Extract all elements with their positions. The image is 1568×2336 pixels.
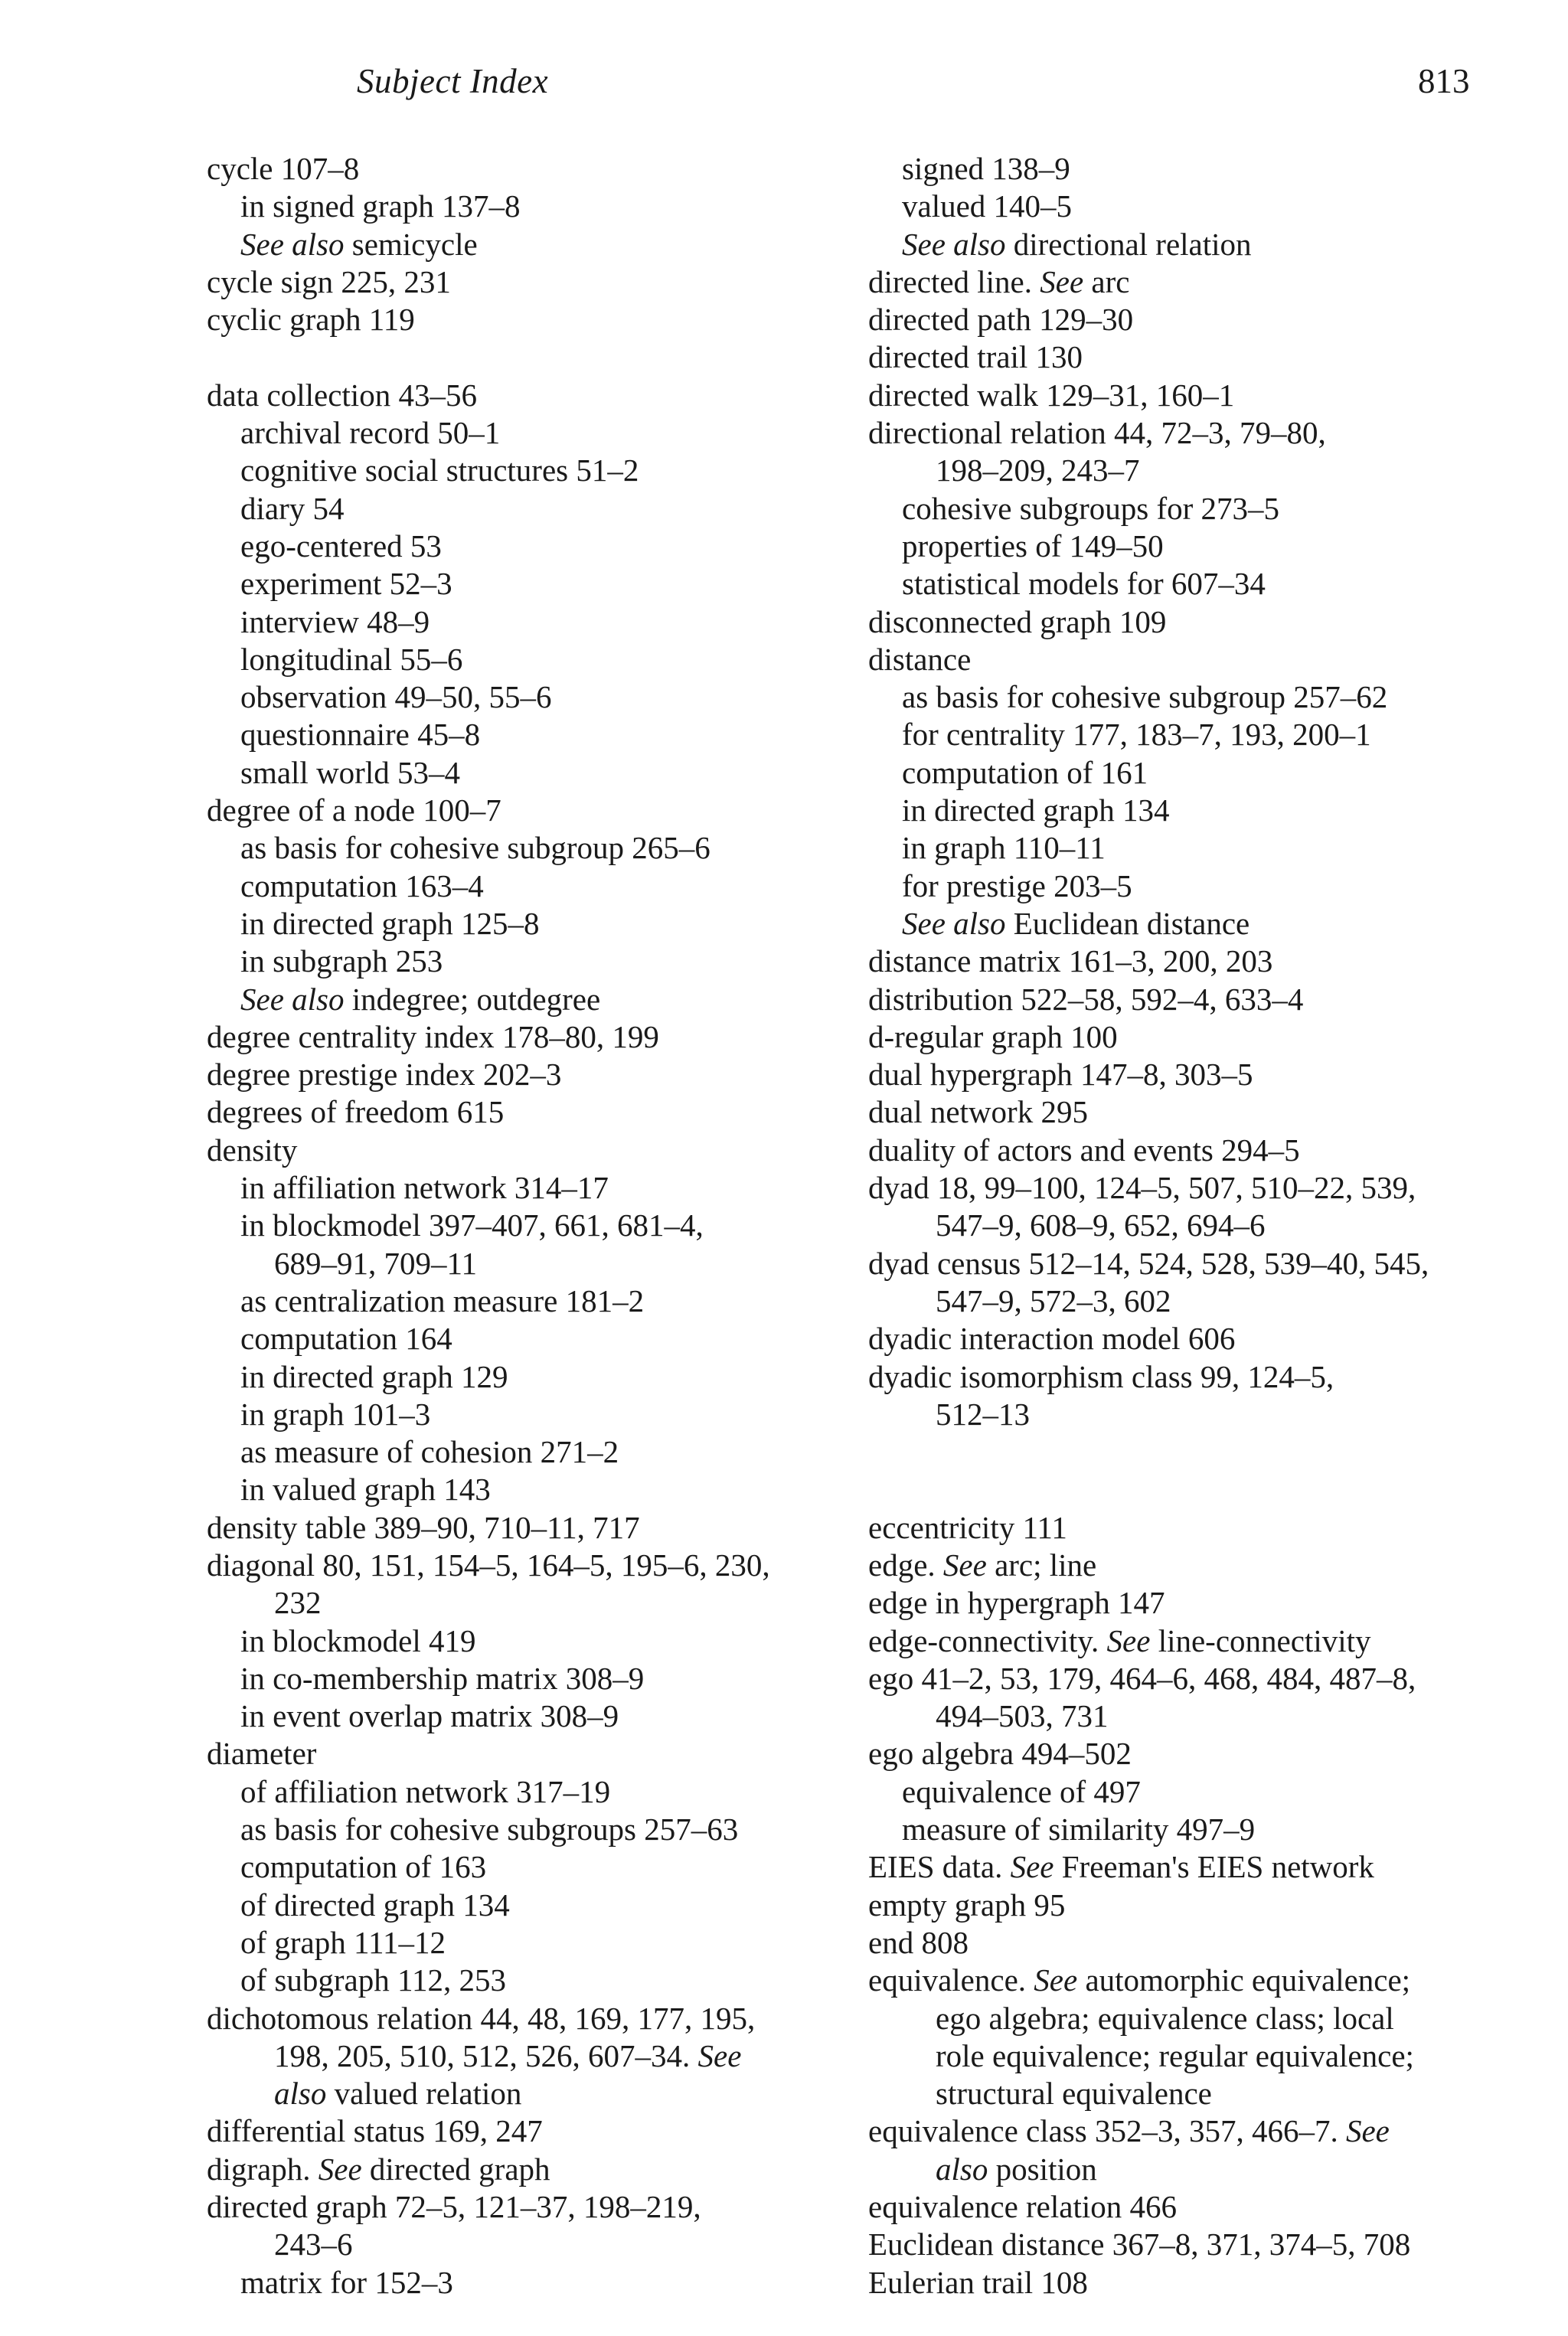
index-continuation: [207, 2226, 842, 2263]
index-subentry: [207, 490, 842, 528]
index-entry: [868, 2112, 1496, 2150]
entry-text: observation 49–50, 55–6: [240, 679, 552, 715]
entry-text: cognitive social structures 51–2: [240, 452, 639, 488]
entry-text: ego algebra; equivalence class; local: [936, 2000, 1394, 2036]
entry-text: equivalence relation 466: [868, 2189, 1177, 2225]
entry-text: position: [988, 2151, 1097, 2187]
index-subentry: [207, 1773, 842, 1811]
index-subentry: [207, 1282, 842, 1320]
index-entry: [868, 1622, 1496, 1660]
entry-text: cycle 107–8: [207, 151, 360, 186]
entry-text: distance: [868, 641, 972, 677]
entry-text: in co-membership matrix 308–9: [240, 1660, 645, 1696]
entry-text: in affiliation network 314–17: [240, 1170, 609, 1206]
entry-text: directional relation 44, 72–3, 79–80,: [868, 415, 1326, 451]
entry-text: valued relation: [326, 2076, 522, 2112]
index-entry: [207, 792, 842, 829]
entry-text: 243–6: [274, 2227, 353, 2262]
entry-text: archival record 50–1: [240, 415, 501, 451]
index-entry: [207, 263, 842, 301]
index-subentry: [207, 1169, 842, 1207]
index-entry: [207, 150, 842, 188]
index-entry: [868, 1132, 1496, 1169]
entry-text: data collection 43–56: [207, 377, 477, 413]
entry-text: directed graph: [361, 2151, 550, 2187]
entry-text: diagonal 80, 151, 154–5, 164–5, 195–6, 230,: [207, 1547, 770, 1583]
entry-text: small world 53–4: [240, 754, 460, 790]
index-subentry: [207, 641, 842, 678]
index-continuation: [207, 1245, 842, 1282]
index-entry: [868, 2188, 1496, 2226]
cross-reference-label: See also: [902, 226, 1006, 262]
entry-text: in event overlap matrix 308–9: [240, 1698, 619, 1734]
entry-text: arc: [1083, 263, 1130, 299]
entry-text: as basis for cohesive subgroup 257–62: [902, 679, 1388, 715]
entry-text: experiment 52–3: [240, 566, 452, 602]
section-gap: [207, 338, 842, 376]
entry-text: diary 54: [240, 490, 345, 526]
index-subentry: [207, 1887, 842, 1924]
entry-text: matrix for 152–3: [240, 2264, 453, 2300]
entry-text: dyadic isomorphism class 99, 124–5,: [868, 1358, 1334, 1394]
entry-text: computation 164: [240, 1321, 452, 1357]
entry-text: in valued graph 143: [240, 1472, 491, 1508]
entry-text: in directed graph 134: [902, 792, 1170, 828]
entry-text: distance matrix 161–3, 200, 203: [868, 943, 1273, 979]
index-continuation: [868, 2037, 1496, 2075]
entry-text: Freeman's EIES network: [1054, 1849, 1374, 1885]
index-continuation: [868, 1282, 1496, 1320]
entry-text: in directed graph 129: [240, 1358, 508, 1394]
entry-text: arc; line: [986, 1547, 1097, 1583]
index-subentry: [868, 716, 1496, 753]
index-subentry: [207, 226, 842, 263]
index-continuation: [868, 1697, 1496, 1735]
entry-text: as measure of cohesion 271–2: [240, 1434, 619, 1470]
index-entry: [207, 1509, 842, 1547]
entry-text: ego-centered 53: [240, 528, 442, 564]
index-subentry: [207, 188, 842, 225]
entry-text: for centrality 177, 183–7, 193, 200–1: [902, 717, 1371, 753]
entry-text: equivalence class 352–3, 357, 466–7.: [868, 2113, 1346, 2149]
index-subentry: [207, 1660, 842, 1697]
index-entry: [868, 1735, 1496, 1772]
entry-text: cohesive subgroups for 273–5: [902, 490, 1280, 526]
index-continuation: [207, 2037, 842, 2075]
index-entry: [868, 414, 1496, 452]
index-entry: [207, 1547, 842, 1584]
index-subentry: [207, 1320, 842, 1357]
entry-text: 198, 205, 510, 512, 526, 607–34.: [274, 2037, 698, 2073]
entry-text: Euclidean distance 367–8, 371, 374–5, 708: [868, 2227, 1411, 2262]
entry-text: 198–209, 243–7: [936, 452, 1140, 488]
index-subentry: [207, 754, 842, 792]
entry-text: dual hypergraph 147–8, 303–5: [868, 1057, 1253, 1093]
index-continuation: [207, 1584, 842, 1622]
entry-text: 494–503, 731: [936, 1698, 1109, 1734]
entry-text: directed line.: [868, 263, 1040, 299]
entry-text: 512–13: [936, 1396, 1030, 1432]
entry-text: EIES data.: [868, 1849, 1011, 1885]
cross-reference-label: See: [1010, 1849, 1054, 1885]
index-entry: [868, 377, 1496, 414]
index-entry: [207, 2188, 842, 2226]
section-gap: [868, 1471, 1496, 1508]
index-subentry: [207, 1924, 842, 1962]
entry-text: of directed graph 134: [240, 1887, 510, 1923]
entry-text: in directed graph 125–8: [240, 905, 540, 941]
index-subentry: [207, 678, 842, 716]
entry-text: empty graph 95: [868, 1887, 1066, 1923]
index-entry: [868, 1358, 1496, 1396]
index-subentry: [868, 829, 1496, 867]
index-continuation: [868, 452, 1496, 489]
index-subentry: [868, 1811, 1496, 1848]
entry-text: degree centrality index 178–80, 199: [207, 1018, 659, 1054]
index-entry: [868, 943, 1496, 980]
index-subentry: [868, 867, 1496, 905]
index-subentry: [207, 565, 842, 603]
entry-text: as basis for cohesive subgroup 265–6: [240, 830, 710, 866]
entry-text: questionnaire 45–8: [240, 717, 481, 753]
entry-text: digraph.: [207, 2151, 318, 2187]
entry-text: directed walk 129–31, 160–1: [868, 377, 1235, 413]
entry-text: density: [207, 1132, 298, 1168]
index-entry: [868, 1584, 1496, 1622]
entry-text: distribution 522–58, 592–4, 633–4: [868, 981, 1304, 1017]
entry-text: Euclidean distance: [1005, 905, 1250, 941]
index-subentry: [207, 1811, 842, 1848]
entry-text: of subgraph 112, 253: [240, 1962, 506, 1998]
entry-text: d-regular graph 100: [868, 1018, 1118, 1054]
index-entry: [868, 1547, 1496, 1584]
entry-text: computation of 163: [240, 1849, 487, 1885]
entry-text: 547–9, 572–3, 602: [936, 1282, 1171, 1318]
index-column-right: [868, 150, 1496, 2302]
index-entry: [868, 1245, 1496, 1282]
index-continuation: [868, 2151, 1496, 2188]
cross-reference-label: also: [936, 2151, 988, 2187]
index-subentry: [207, 1358, 842, 1396]
index-continuation: [868, 1207, 1496, 1244]
index-continuation: [207, 2075, 842, 2112]
index-subentry: [207, 2264, 842, 2302]
index-subentry: [207, 867, 842, 905]
index-subentry: [868, 226, 1496, 263]
entry-text: dual network 295: [868, 1094, 1088, 1130]
entry-text: ego algebra 494–502: [868, 1736, 1132, 1772]
entry-text: in graph 101–3: [240, 1396, 431, 1432]
entry-text: degrees of freedom 615: [207, 1094, 505, 1130]
index-entry: [868, 1924, 1496, 1962]
index-subentry: [868, 1773, 1496, 1811]
entry-text: ego 41–2, 53, 179, 464–6, 468, 484, 487–8,: [868, 1660, 1416, 1696]
entry-text: automorphic equivalence;: [1077, 1962, 1411, 1998]
index-entry: [207, 2112, 842, 2150]
page-number: 813: [1418, 62, 1470, 100]
entry-text: signed 138–9: [902, 151, 1070, 186]
entry-text: directed path 129–30: [868, 302, 1134, 338]
index-subentry: [868, 188, 1496, 225]
index-subentry: [207, 1396, 842, 1433]
entry-text: degree of a node 100–7: [207, 792, 501, 828]
index-subentry: [207, 528, 842, 565]
index-entry: [207, 1093, 842, 1131]
cross-reference-label: See also: [902, 905, 1006, 941]
entry-text: in subgraph 253: [240, 943, 443, 979]
cross-reference-label: See also: [240, 981, 345, 1017]
index-subentry: [868, 792, 1496, 829]
index-entry: [207, 1735, 842, 1772]
cross-reference-label: See: [697, 2037, 742, 2073]
entry-text: dyad census 512–14, 524, 528, 539–40, 545,: [868, 1245, 1429, 1281]
index-entry: [207, 377, 842, 414]
cross-reference-label: See: [1345, 2113, 1390, 2149]
index-subentry: [868, 565, 1496, 603]
entry-text: edge.: [868, 1547, 943, 1583]
entry-text: disconnected graph 109: [868, 603, 1167, 639]
entry-text: duality of actors and events 294–5: [868, 1132, 1300, 1168]
index-entry: [868, 1509, 1496, 1547]
index-entry: [868, 301, 1496, 338]
entry-text: valued 140–5: [902, 188, 1073, 224]
index-subentry: [207, 1433, 842, 1471]
entry-text: directed graph 72–5, 121–37, 198–219,: [207, 2189, 701, 2225]
index-subentry: [207, 1962, 842, 1999]
index-subentry: [207, 1848, 842, 1886]
entry-text: of affiliation network 317–19: [240, 1773, 611, 1809]
entry-text: edge-connectivity.: [868, 1622, 1107, 1658]
index-entry: [868, 981, 1496, 1018]
entry-text: structural equivalence: [936, 2076, 1212, 2112]
index-entry: [868, 1660, 1496, 1697]
index-subentry: [868, 150, 1496, 188]
entry-text: 232: [274, 1585, 322, 1621]
index-entry: [868, 338, 1496, 376]
index-subentry: [207, 414, 842, 452]
index-subentry: [207, 452, 842, 489]
entry-text: as basis for cohesive subgroups 257–63: [240, 1812, 739, 1848]
cross-reference-label: See: [1034, 1962, 1078, 1998]
cross-reference-label: See: [1106, 1622, 1151, 1658]
index-subentry: [207, 1207, 842, 1244]
entry-text: properties of 149–50: [902, 528, 1164, 564]
index-subentry: [207, 905, 842, 943]
index-entry: [868, 641, 1496, 678]
entry-text: dyad 18, 99–100, 124–5, 507, 510–22, 539,: [868, 1170, 1416, 1206]
entry-text: 689–91, 709–11: [274, 1245, 477, 1281]
index-entry: [207, 2000, 842, 2037]
index-subentry: [207, 603, 842, 641]
cross-reference-label: See: [1040, 263, 1084, 299]
entry-text: role equivalence; regular equivalence;: [936, 2037, 1414, 2073]
section-gap: [868, 1433, 1496, 1471]
entry-text: 547–9, 608–9, 652, 694–6: [936, 1207, 1266, 1243]
index-entry: [868, 1320, 1496, 1357]
index-entry: [868, 1169, 1496, 1207]
index-subentry: [207, 716, 842, 753]
entry-text: semicycle: [344, 226, 478, 262]
entry-text: differential status 169, 247: [207, 2113, 543, 2149]
index-entry: [207, 1018, 842, 1056]
entry-text: cycle sign 225, 231: [207, 263, 451, 299]
entry-text: directed trail 130: [868, 339, 1083, 375]
index-entry: [868, 1887, 1496, 1924]
entry-text: computation of 161: [902, 754, 1148, 790]
entry-text: end 808: [868, 1924, 969, 1960]
entry-text: of graph 111–12: [240, 1924, 446, 1960]
entry-text: as centralization measure 181–2: [240, 1282, 645, 1318]
entry-text: in blockmodel 397–407, 661, 681–4,: [240, 1207, 704, 1243]
entry-text: Eulerian trail 108: [868, 2264, 1088, 2300]
index-column-left: [207, 150, 842, 2302]
index-subentry: [207, 943, 842, 980]
entry-text: statistical models for 607–34: [902, 566, 1266, 602]
running-title: Subject Index: [357, 62, 549, 100]
index-entry: [207, 2151, 842, 2188]
entry-text: interview 48–9: [240, 603, 430, 639]
index-subentry: [868, 905, 1496, 943]
entry-text: cyclic graph 119: [207, 302, 415, 338]
entry-text: diameter: [207, 1736, 317, 1772]
index-entry: [207, 301, 842, 338]
index-subentry: [207, 981, 842, 1018]
entry-text: degree prestige index 202–3: [207, 1057, 562, 1093]
entry-text: in graph 110–11: [902, 830, 1106, 866]
cross-reference-label: See: [318, 2151, 362, 2187]
entry-text: measure of similarity 497–9: [902, 1812, 1256, 1848]
index-entry: [868, 1018, 1496, 1056]
cross-reference-label: also: [274, 2076, 327, 2112]
index-subentry: [207, 1471, 842, 1508]
index-subentry: [868, 528, 1496, 565]
index-continuation: [868, 1396, 1496, 1433]
entry-text: dyadic interaction model 606: [868, 1321, 1236, 1357]
index-subentry: [868, 678, 1496, 716]
index-entry: [207, 1056, 842, 1093]
entry-text: directional relation: [1005, 226, 1252, 262]
index-subentry: [207, 1622, 842, 1660]
index-entry: [868, 263, 1496, 301]
index-continuation: [868, 2000, 1496, 2037]
entry-text: longitudinal 55–6: [240, 641, 463, 677]
entry-text: equivalence.: [868, 1962, 1034, 1998]
entry-text: edge in hypergraph 147: [868, 1585, 1165, 1621]
entry-text: for prestige 203–5: [902, 867, 1132, 903]
cross-reference-label: See: [942, 1547, 987, 1583]
index-subentry: [207, 829, 842, 867]
index-subentry: [207, 1697, 842, 1735]
entry-text: in blockmodel 419: [240, 1622, 476, 1658]
index-entry: [868, 1848, 1496, 1886]
cross-reference-label: See also: [240, 226, 345, 262]
entry-text: in signed graph 137–8: [240, 188, 521, 224]
entry-text: eccentricity 111: [868, 1509, 1067, 1545]
index-subentry: [868, 490, 1496, 528]
entry-text: indegree; outdegree: [344, 981, 601, 1017]
entry-text: computation 163–4: [240, 867, 484, 903]
index-entry: [868, 603, 1496, 641]
index-continuation: [868, 2075, 1496, 2112]
entry-text: dichotomous relation 44, 48, 169, 177, 195,: [207, 2000, 756, 2036]
index-entry: [207, 1132, 842, 1169]
index-entry: [868, 2264, 1496, 2302]
entry-text: line-connectivity: [1150, 1622, 1371, 1658]
index-entry: [868, 1093, 1496, 1131]
index-subentry: [868, 754, 1496, 792]
index-entry: [868, 1962, 1496, 1999]
index-entry: [868, 1056, 1496, 1093]
entry-text: equivalence of 497: [902, 1773, 1141, 1809]
entry-text: density table 389–90, 710–11, 717: [207, 1509, 640, 1545]
index-entry: [868, 2226, 1496, 2263]
